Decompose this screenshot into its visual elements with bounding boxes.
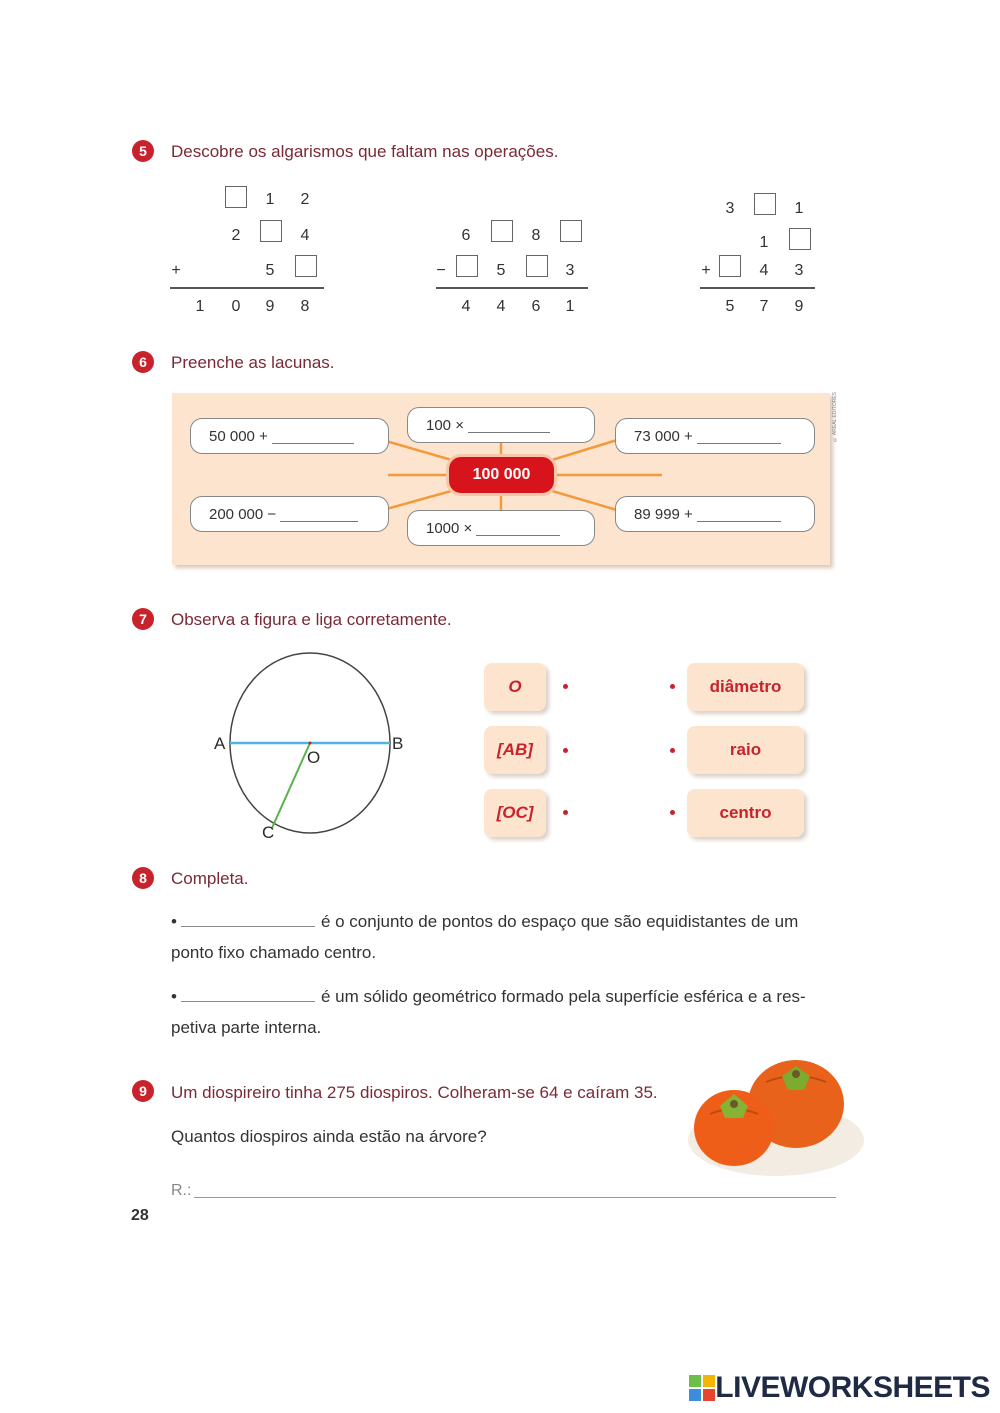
digit: 5	[265, 262, 275, 279]
liveworksheets-logo[interactable]	[689, 1371, 990, 1405]
digit: 2	[300, 191, 310, 208]
sum-line	[170, 287, 324, 289]
digit: 5	[496, 262, 506, 279]
match-dot[interactable]	[563, 748, 568, 753]
publisher-credit: © AREAL EDITORES	[832, 392, 838, 443]
digit-input-box[interactable]	[754, 193, 776, 215]
answer-blank[interactable]	[181, 912, 315, 927]
page-number: 28	[131, 1207, 149, 1224]
fill-item-label: 200 000 −	[209, 505, 277, 523]
exercise-9-title: Um diospireiro tinha 275 diospiros. Colheram-se 64 e caíram 35.	[171, 1083, 658, 1102]
sum-line	[700, 287, 815, 289]
exercise-6-number: 6	[132, 351, 154, 373]
digit: 3	[725, 200, 735, 217]
match-right-centro[interactable]: centro	[687, 789, 804, 837]
digit: 1	[265, 191, 275, 208]
digit-input-box[interactable]	[225, 186, 247, 208]
point-c-label: C	[262, 823, 275, 842]
bullet: •	[171, 987, 177, 1006]
match-dot[interactable]	[563, 684, 568, 689]
plus-sign: +	[701, 262, 711, 279]
digit-input-box[interactable]	[260, 220, 282, 242]
fill-item-label: 50 000 +	[209, 427, 268, 445]
result-digit: 1	[195, 298, 205, 315]
fill-item-3[interactable]	[615, 418, 815, 454]
point-b-label: B	[392, 734, 404, 753]
sentence-1-continued: ponto fixo chamado centro.	[171, 943, 377, 962]
fill-item-1[interactable]	[190, 418, 389, 454]
exercise-5-number: 5	[132, 140, 154, 162]
match-right-raio[interactable]: raio	[687, 726, 804, 774]
digit: 6	[461, 227, 471, 244]
logo-icon	[689, 1375, 715, 1401]
digit-input-box[interactable]	[295, 255, 317, 277]
match-left-diameter[interactable]: [AB]	[484, 726, 546, 774]
sentence-2-continued: petiva parte interna.	[171, 1018, 322, 1037]
exercise-9-question: Quantos diospiros ainda estão na árvore?	[171, 1127, 487, 1146]
result-digit: 5	[725, 298, 735, 315]
exercise-7-number: 7	[132, 608, 154, 630]
result-digit: 0	[231, 298, 241, 315]
sentence-2	[171, 987, 806, 1007]
digit: 3	[565, 262, 575, 279]
digit-input-box[interactable]	[789, 228, 811, 250]
fill-item-4[interactable]	[190, 496, 389, 532]
plus-sign: +	[171, 262, 181, 279]
point-o-label: O	[307, 748, 321, 767]
sentence-text: é um sólido geométrico formado pela superfície esférica e a res-	[320, 987, 806, 1006]
answer-blank[interactable]	[468, 418, 550, 433]
sentence-1	[171, 912, 798, 932]
exercise-7-title: Observa a figura e liga corretamente.	[171, 610, 452, 629]
result-digit: 8	[300, 298, 310, 315]
fill-item-label: 100 ×	[426, 416, 464, 434]
sentence-text: é o conjunto de pontos do espaço que são equidistantes de um	[320, 912, 799, 931]
exercise-8-number: 8	[132, 867, 154, 889]
answer-blank[interactable]	[181, 987, 315, 1002]
answer-label: R.:	[171, 1182, 192, 1199]
digit: 4	[300, 227, 310, 244]
digit: 8	[531, 227, 541, 244]
digit-input-box[interactable]	[491, 220, 513, 242]
fill-item-label: 73 000 +	[634, 427, 693, 445]
exercise-6-title: Preenche as lacunas.	[171, 353, 335, 372]
result-digit: 6	[531, 298, 541, 315]
exercise-9-number: 9	[132, 1080, 154, 1102]
exercise-8-title: Completa.	[171, 869, 249, 888]
result-digit: 9	[794, 298, 804, 315]
fill-item-2[interactable]	[407, 407, 595, 443]
match-left-radius[interactable]: [OC]	[484, 789, 546, 837]
digit: 1	[759, 234, 769, 251]
digit: 4	[759, 262, 769, 279]
digit: 1	[794, 200, 804, 217]
fill-item-label: 1000 ×	[426, 519, 473, 537]
digit-input-box[interactable]	[456, 255, 478, 277]
digit-input-box[interactable]	[560, 220, 582, 242]
persimmons-illustration	[686, 1052, 866, 1182]
minus-sign: −	[436, 262, 446, 279]
center-value: 100 000	[449, 457, 554, 493]
match-right-diametro[interactable]: diâmetro	[687, 663, 804, 711]
answer-blank[interactable]	[476, 521, 560, 536]
answer-line[interactable]	[194, 1197, 836, 1198]
digit: 3	[794, 262, 804, 279]
result-digit: 4	[496, 298, 506, 315]
answer-blank[interactable]	[280, 507, 358, 522]
answer-blank[interactable]	[697, 507, 781, 522]
match-dot[interactable]	[670, 748, 675, 753]
difference-line	[436, 287, 588, 289]
match-dot[interactable]	[563, 810, 568, 815]
answer-blank[interactable]	[697, 429, 781, 444]
fill-item-label: 89 999 +	[634, 505, 693, 523]
point-a-label: A	[214, 734, 226, 753]
logo-text: LIVEWORKSHEETS	[715, 1371, 990, 1404]
bullet: •	[171, 912, 177, 931]
fill-item-5[interactable]	[407, 510, 595, 546]
exercise-5-title: Descobre os algarismos que faltam nas operações.	[171, 142, 559, 161]
digit: 2	[231, 227, 241, 244]
digit-input-box[interactable]	[719, 255, 741, 277]
fill-item-6[interactable]	[615, 496, 815, 532]
result-digit: 9	[265, 298, 275, 315]
match-dot[interactable]	[670, 684, 675, 689]
match-dot[interactable]	[670, 810, 675, 815]
result-digit: 7	[759, 298, 769, 315]
answer-blank[interactable]	[272, 429, 354, 444]
result-digit: 1	[565, 298, 575, 315]
match-left-center[interactable]: O	[484, 663, 546, 711]
digit-input-box[interactable]	[526, 255, 548, 277]
result-digit: 4	[461, 298, 471, 315]
